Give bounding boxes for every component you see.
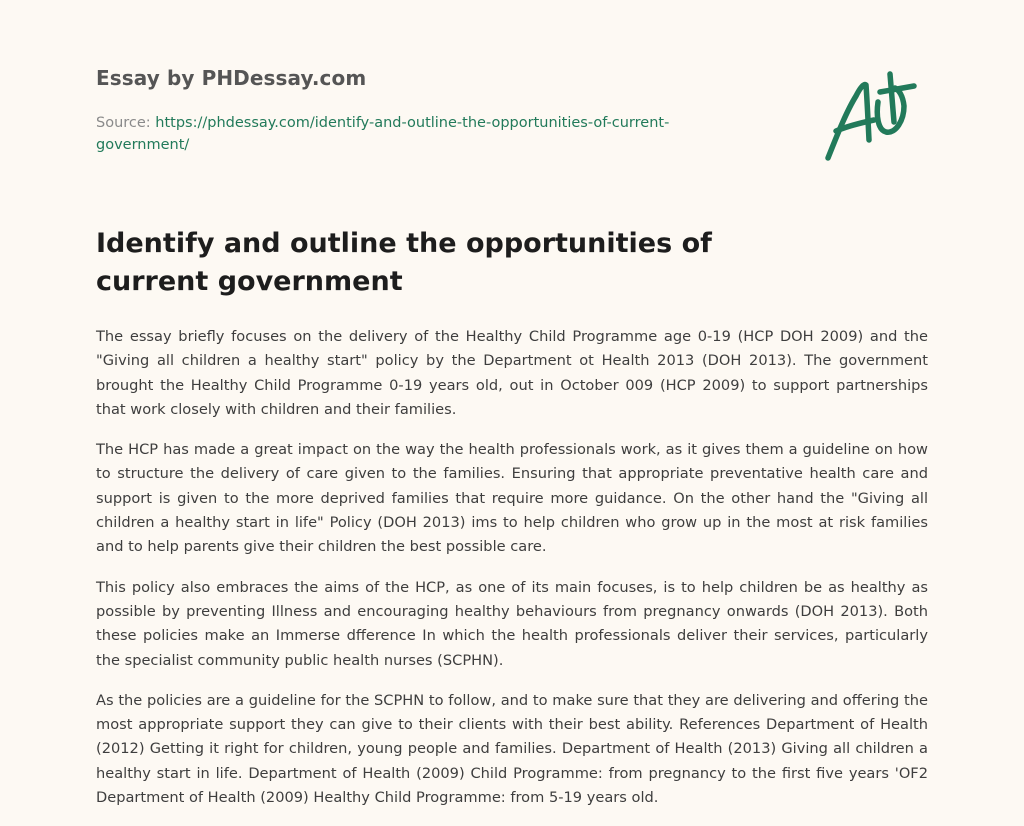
page-header [96, 0, 928, 200]
essay-paragraph: The HCP has made a great impact on the way the health professionals work, as it gives them a guideline on how to structure the delivery of care given to the families. Ensuring that appropriate preventative health care and support is given to the more deprived families that require more guidance. On the other hand the "Giving all children a healthy start in life" Policy (DOH 2013) ims to help children who grow up in the most at risk families and to help parents give their children the best possible care. [96, 441, 928, 556]
site-brand: Essay by PHDessay.com [96, 66, 367, 90]
essay-body [96, 325, 928, 826]
essay-page [96, 0, 928, 807]
source-link[interactable]: https://phdessay.com/identify-and-outline-the-opportunities-of-current-government/ [96, 115, 670, 153]
essay-paragraph: This policy also embraces the aims of the HCP, as one of its main focuses, is to help children be as healthy as possible by preventing Illness and encouraging healthy behaviours from pregnancy onwards (DOH 2013). Both these policies make an Immerse dfference In which the health professionals deliver their services, particularly the specialist community public health nurses (SCPHN). [96, 578, 928, 669]
essay-title: Identify and outline the opportunities of current government [96, 228, 712, 297]
a-plus-grade-icon [822, 68, 928, 164]
source-line [96, 112, 716, 156]
source-label: Source: [96, 115, 156, 131]
essay-paragraph: As the policies are a guideline for the SCPHN to follow, and to make sure that they are delivering and offering the most appropriate support they can give to their clients with their best ability. References Department of Health (2012) Getting it right for children, young people and families. Department of Health (2013) Giving all children a healthy start in life. Department of Health (2009) Child Programme: from pregnancy to the first five years 'OF2 Department of Health (2009) Healthy Child Programme: from 5-19 years old. [96, 691, 928, 807]
essay-paragraph: The essay briefly focuses on the delivery of the Healthy Child Programme age 0-19 (HCP DOH 2009) and the "Giving all children a healthy start" policy by the Department ot Health 2013 (DOH 2013). The government brought the Healthy Child Programme 0-19 years old, out in October 009 (HCP 2009) to support partnerships that work closely with children and their families. [96, 328, 928, 418]
